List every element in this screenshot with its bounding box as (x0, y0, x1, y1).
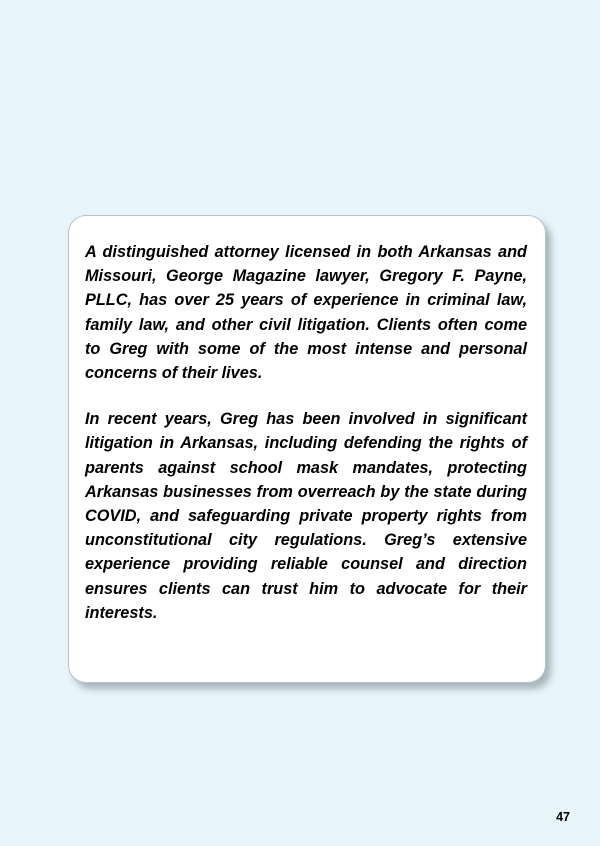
paragraph-bio: A distinguished attorney licensed in both Arkansas and Missouri, George Magazine lawyer, Gregory F. Payne, PLLC, has over 25 years of experience in criminal law, family law, and other civil litigation. Clients often come to Greg with some of the most intense and personal concerns of their lives. (85, 243, 527, 383)
paragraph-recent-litigation: In recent years, Greg has been involved in significant litigation in Arkansas, including defending the rights of parents against school mask mandates, protecting Arkansas businesses from overreach by the state during COVID, and safeguarding private property rights from unconstitutional city regulations. Greg’s extensive experience providing reliable counsel and direction ensures clients can trust him to advocate for their interests. (85, 410, 527, 622)
card-text-block (85, 240, 527, 625)
content-card (68, 215, 546, 683)
page-number: 47 (556, 810, 570, 824)
